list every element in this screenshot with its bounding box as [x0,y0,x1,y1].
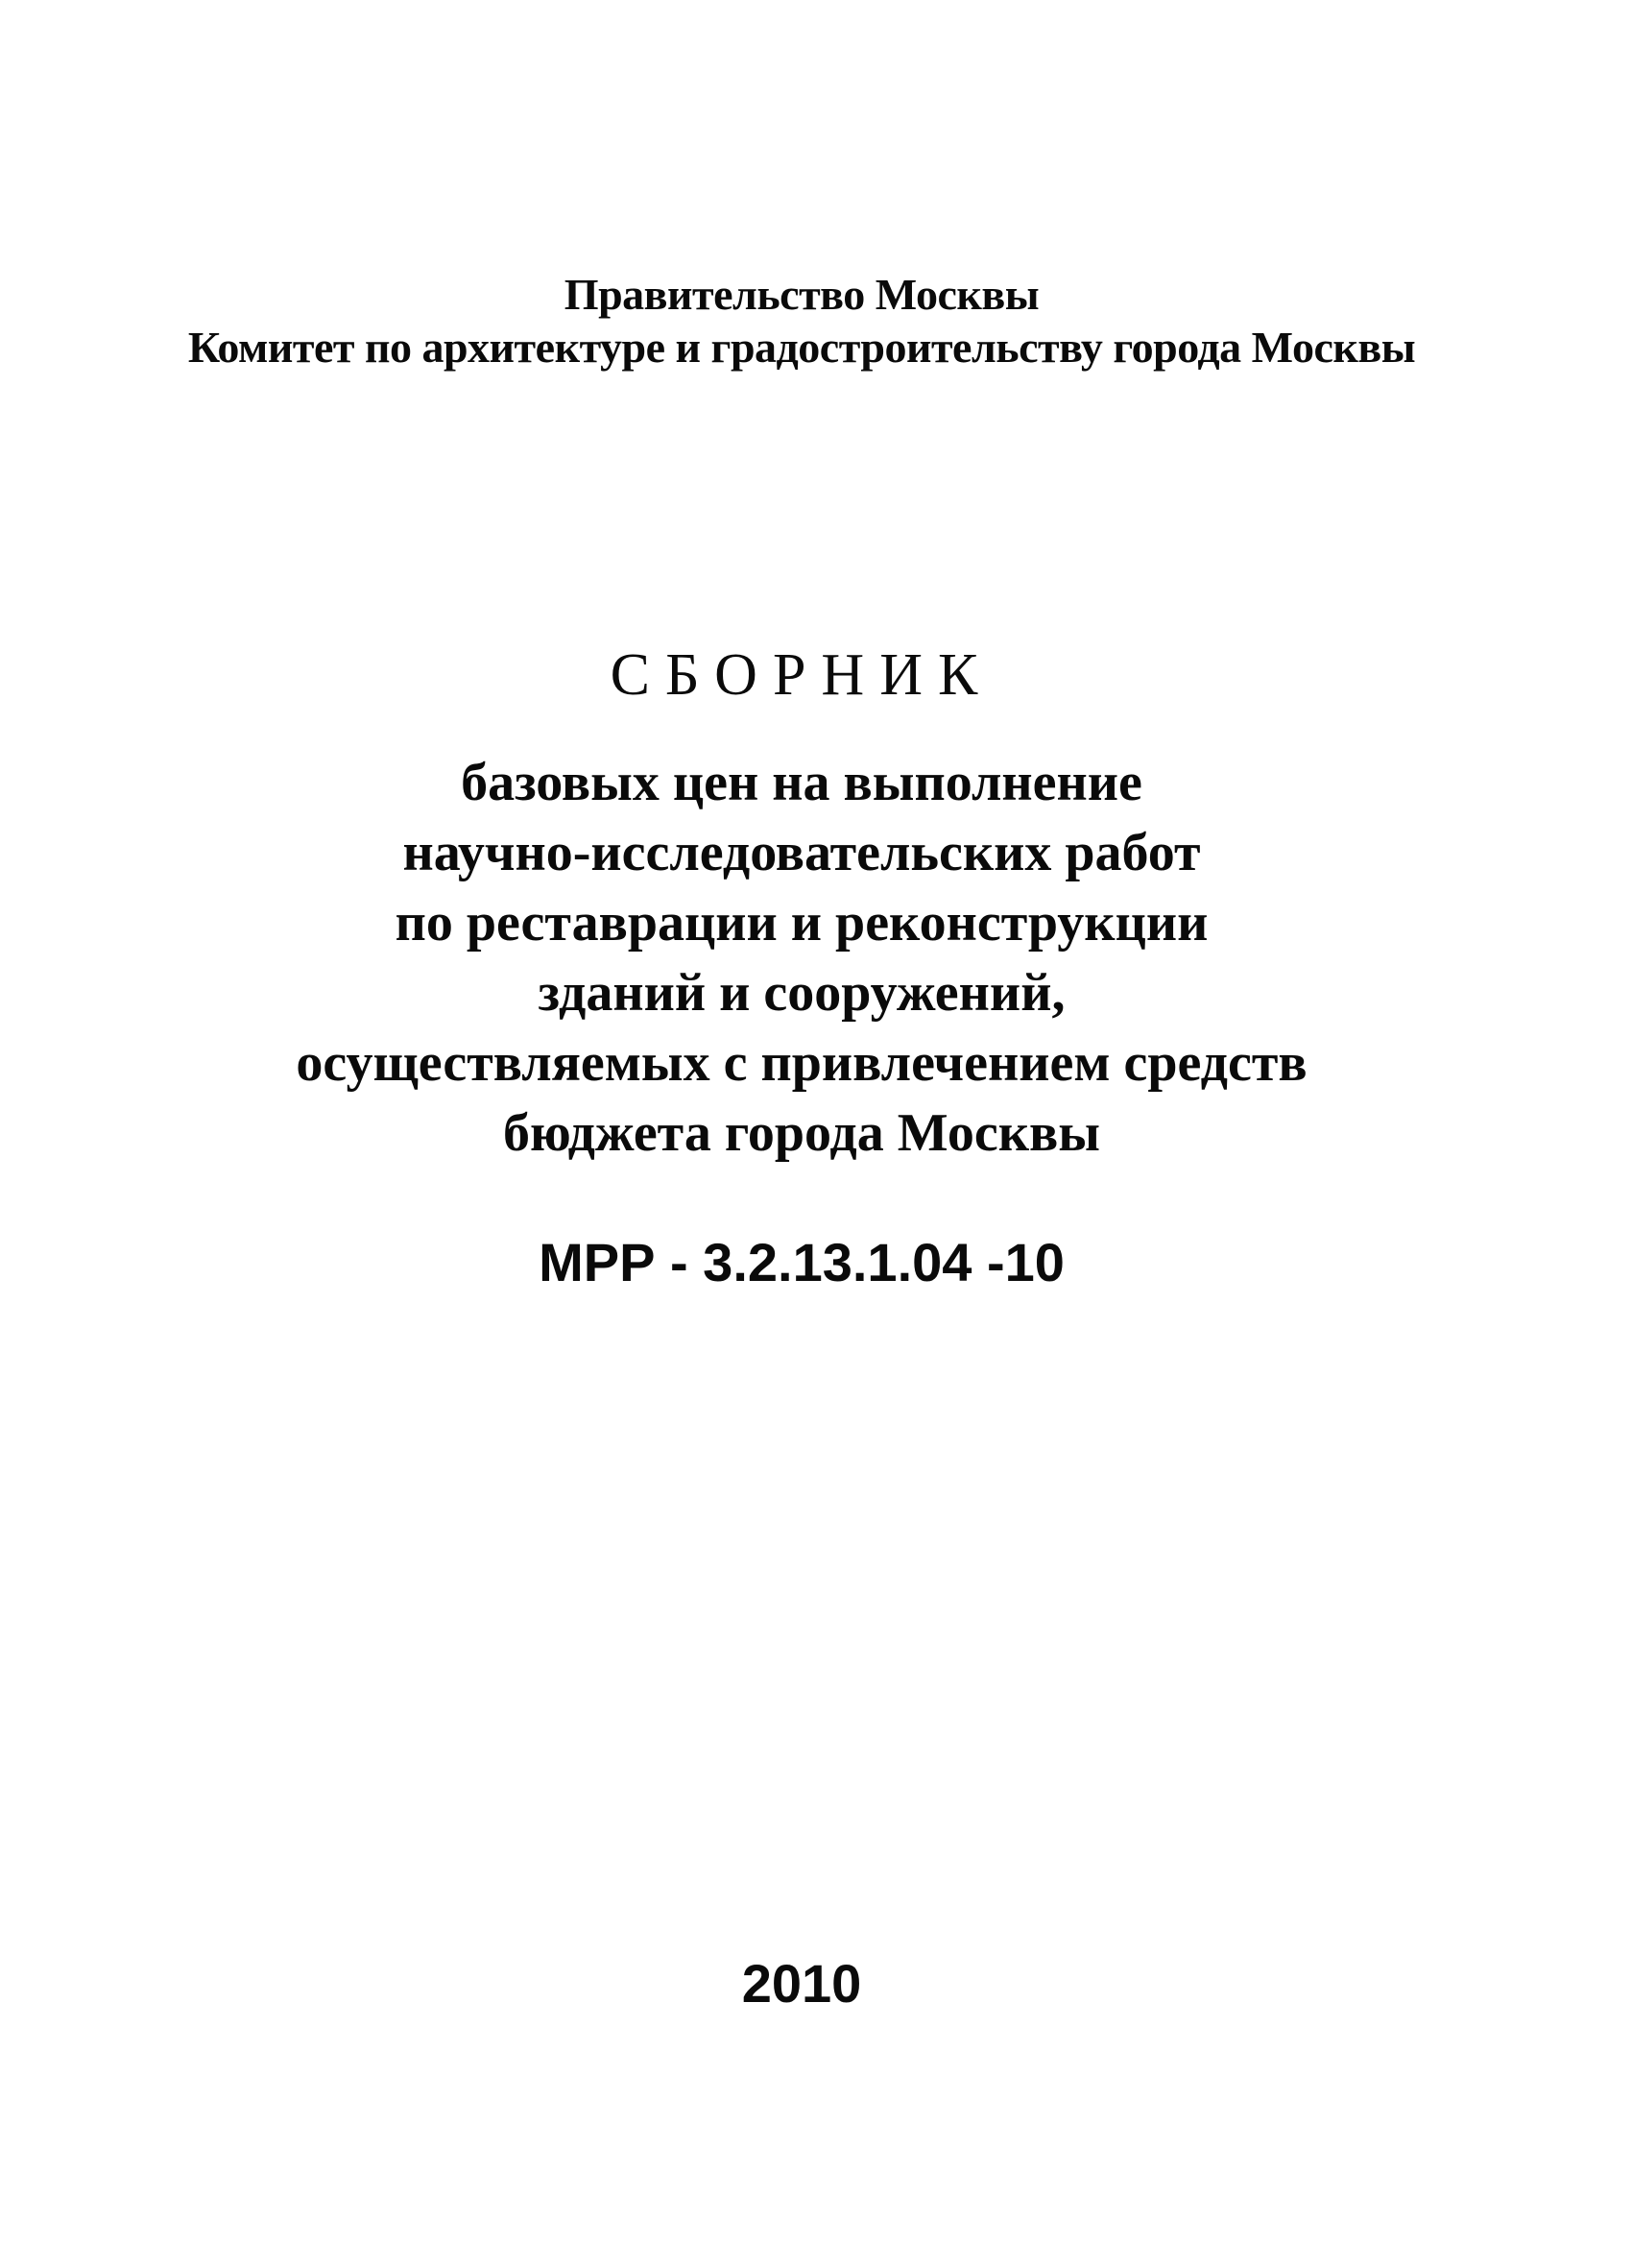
publication-year: 2010 [741,1953,862,2014]
subtitle-line: по реставрации и реконструкции [395,893,1209,953]
subtitle-line: научно-исследовательских работ [402,823,1201,882]
document-title: СБОРНИК [610,642,994,708]
government-name: Правительство Москвы [564,270,1040,319]
subtitle-line: осуществляемых с привлечением средств [296,1033,1308,1093]
subtitle-line: зданий и сооружений, [538,963,1066,1023]
subtitle-line: базовых цен на выполнение [461,753,1142,812]
document-code: МРР - 3.2.13.1.04 -10 [539,1232,1065,1292]
committee-name: Комитет по архитектуре и градостроительству города Москвы [187,323,1416,372]
subtitle-line: бюджета города Москвы [503,1103,1100,1163]
